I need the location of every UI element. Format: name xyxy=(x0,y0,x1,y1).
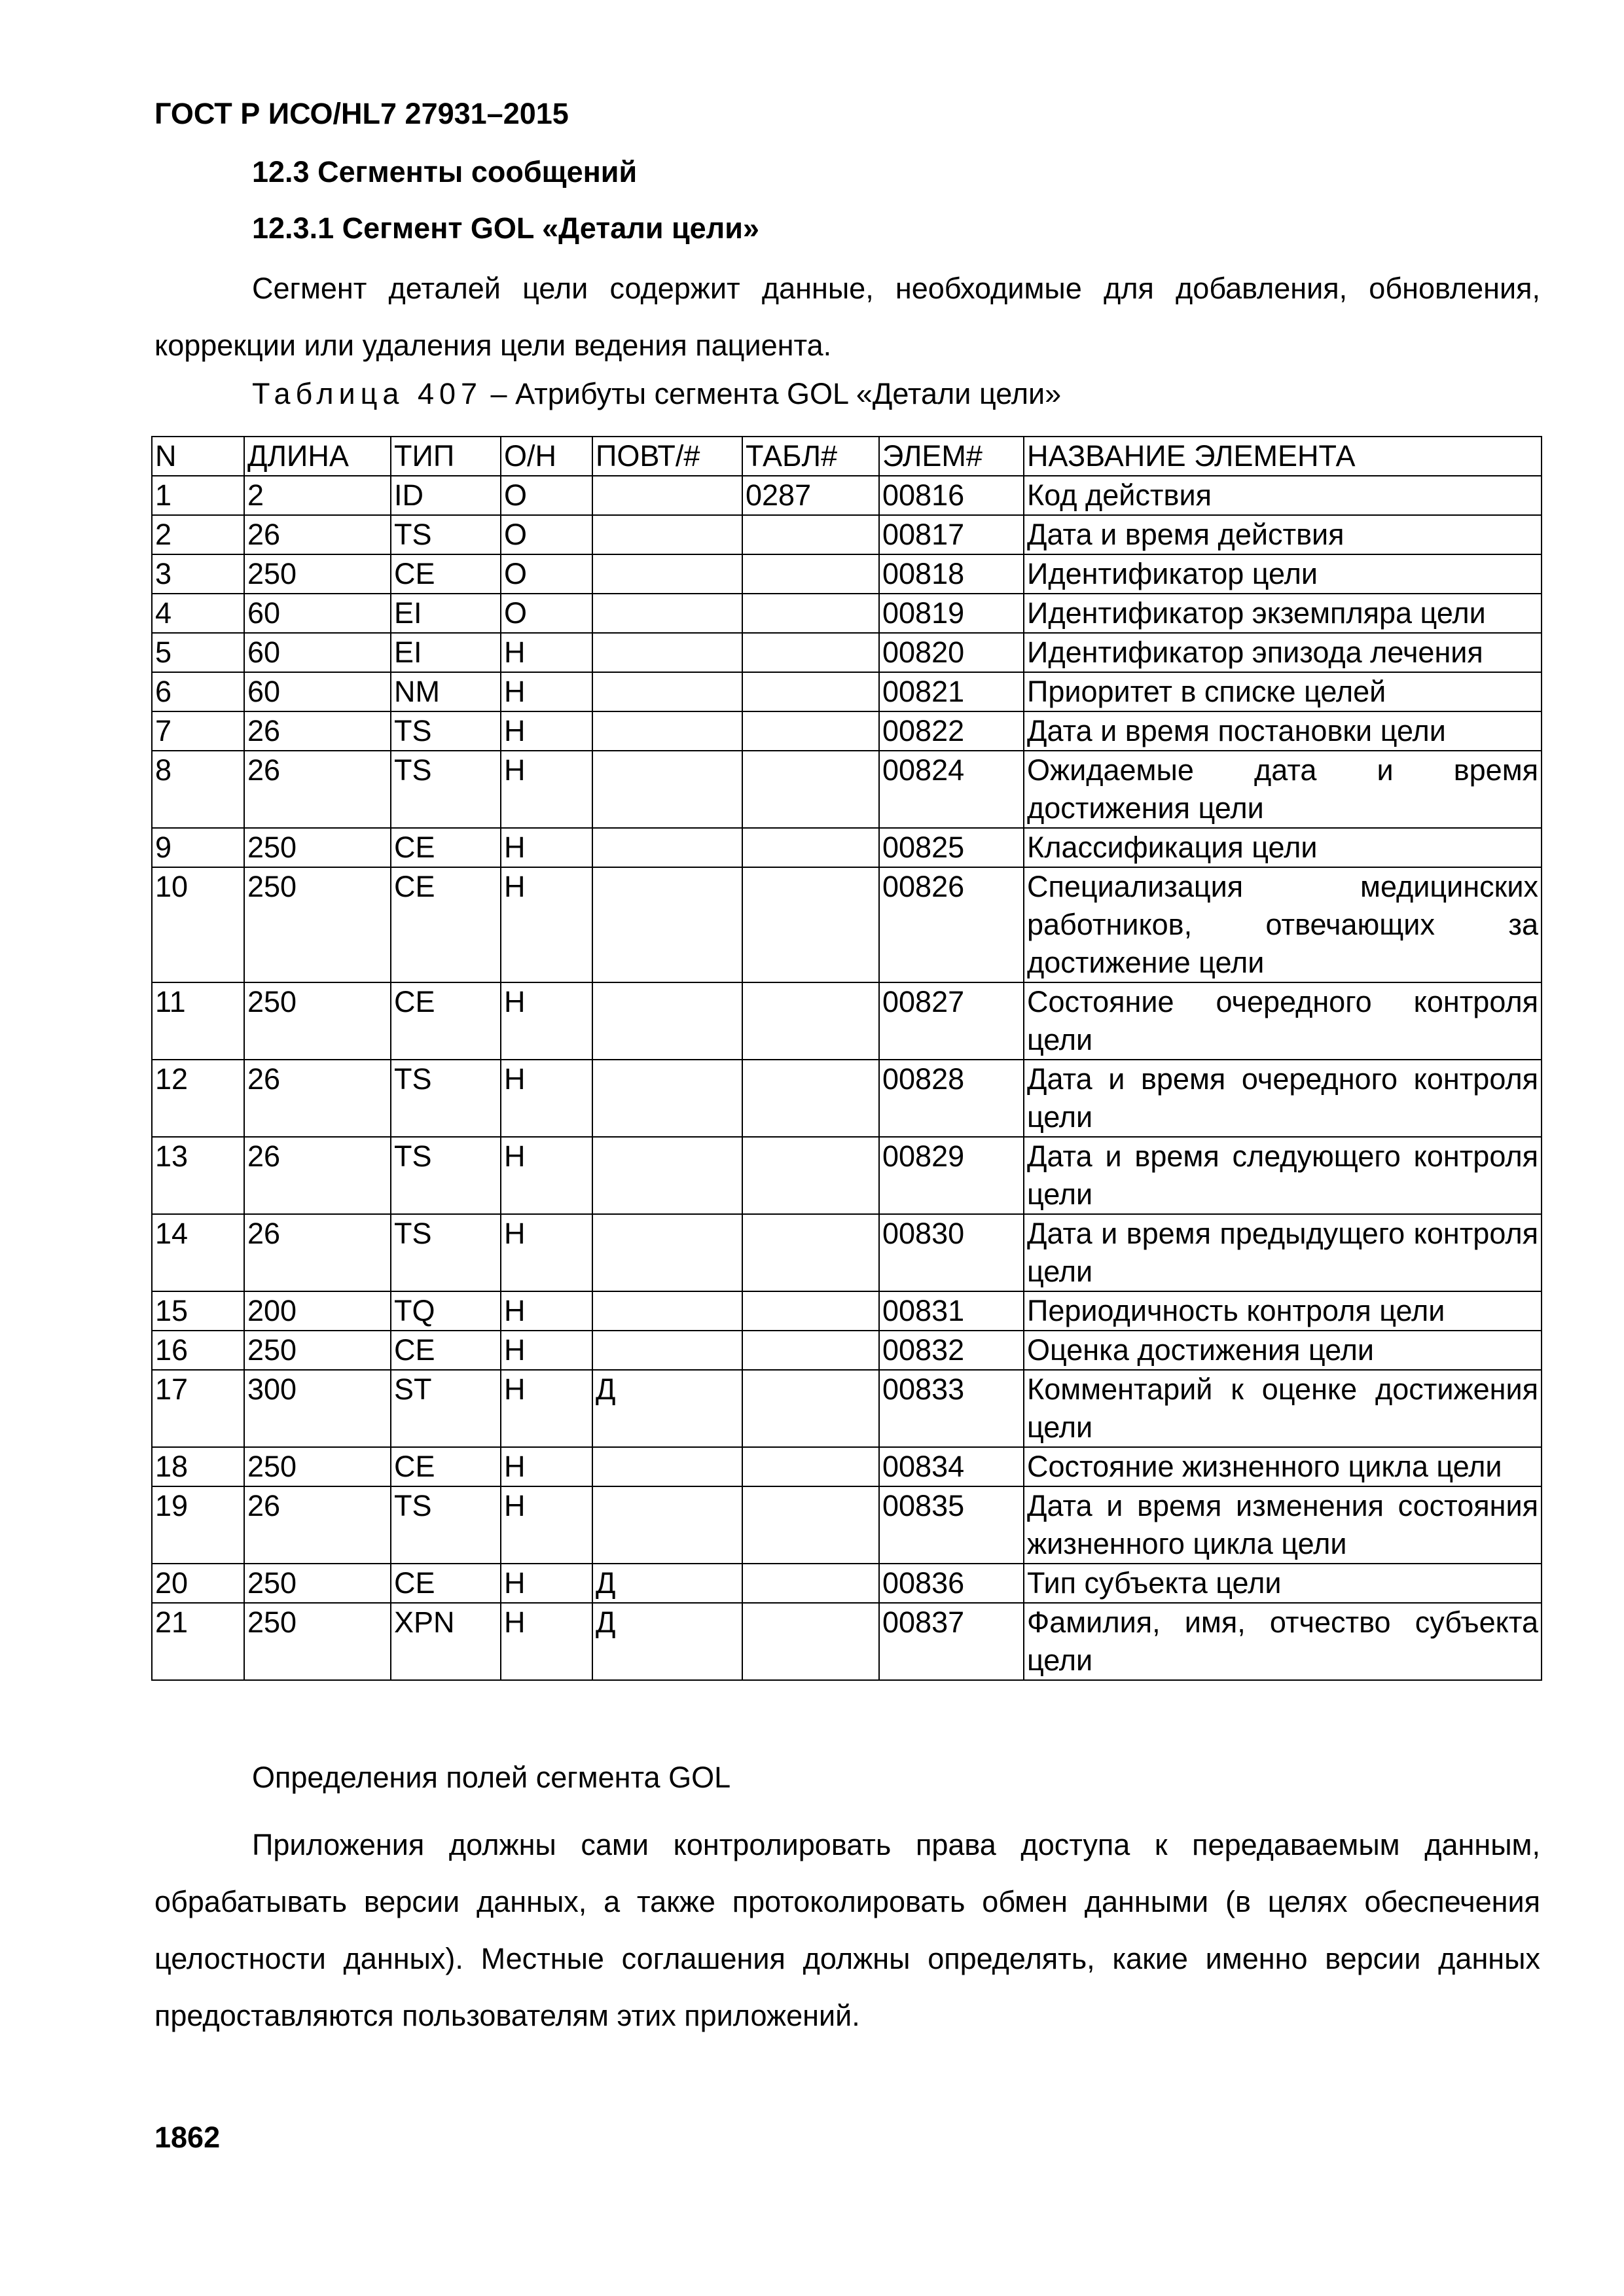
table-cell: EI xyxy=(391,633,501,672)
table-cell: 60 xyxy=(244,633,391,672)
table-cell xyxy=(742,554,879,594)
table-cell: 10 xyxy=(152,867,244,982)
table-cell: 00817 xyxy=(879,515,1024,554)
table-cell xyxy=(592,1331,742,1370)
standard-code: ГОСТ Р ИСО/HL7 27931–2015 xyxy=(154,97,569,130)
table-cell xyxy=(742,867,879,982)
table-cell: CE xyxy=(391,828,501,867)
table-cell xyxy=(742,1331,879,1370)
table-cell: Н xyxy=(501,1331,592,1370)
table-cell: Н xyxy=(501,751,592,828)
table-cell: 00819 xyxy=(879,594,1024,633)
table-cell: 15 xyxy=(152,1291,244,1331)
column-header: НАЗВАНИЕ ЭЛЕМЕНТА xyxy=(1024,437,1542,476)
table-row xyxy=(152,1137,1542,1214)
table-cell: 3 xyxy=(152,554,244,594)
table-cell: Н xyxy=(501,1060,592,1137)
element-name-cell: Специализация медицинских работников, отвечающих за достижение цели xyxy=(1024,867,1542,982)
table-cell: Н xyxy=(501,1291,592,1331)
table-row xyxy=(152,515,1542,554)
table-row xyxy=(152,1060,1542,1137)
table-header-row xyxy=(152,437,1542,476)
table-cell: Н xyxy=(501,1564,592,1603)
table-cell xyxy=(592,594,742,633)
table-cell xyxy=(742,633,879,672)
table-cell xyxy=(592,828,742,867)
table-cell: 250 xyxy=(244,1564,391,1603)
subsection-heading: 12.3.1 Сегмент GOL «Детали цели» xyxy=(252,211,759,245)
table-cell: Н xyxy=(501,828,592,867)
table-cell: 00827 xyxy=(879,982,1024,1060)
table-cell: ST xyxy=(391,1370,501,1447)
table-cell xyxy=(742,1603,879,1680)
table-cell: Н xyxy=(501,672,592,711)
table-cell: 60 xyxy=(244,672,391,711)
table-cell: Н xyxy=(501,1447,592,1486)
table-cell: 00832 xyxy=(879,1331,1024,1370)
element-name-cell: Идентификатор эпизода лечения xyxy=(1024,633,1542,672)
table-cell: 250 xyxy=(244,828,391,867)
table-cell: 00834 xyxy=(879,1447,1024,1486)
table-cell: Н xyxy=(501,982,592,1060)
table-cell xyxy=(742,1060,879,1137)
element-name-cell: Периодичность контроля цели xyxy=(1024,1291,1542,1331)
column-header: О/Н xyxy=(501,437,592,476)
table-cell: 00828 xyxy=(879,1060,1024,1137)
table-cell: CE xyxy=(391,1331,501,1370)
element-name-cell: Состояние жизненного цикла цели xyxy=(1024,1447,1542,1486)
table-cell: 26 xyxy=(244,751,391,828)
table-row xyxy=(152,476,1542,515)
table-cell: Д xyxy=(592,1564,742,1603)
table-cell: Н xyxy=(501,1214,592,1291)
table-cell xyxy=(592,982,742,1060)
table-cell: 00830 xyxy=(879,1214,1024,1291)
table-cell: 00818 xyxy=(879,554,1024,594)
table-cell: Д xyxy=(592,1370,742,1447)
table-cell: 00820 xyxy=(879,633,1024,672)
table-cell xyxy=(592,1137,742,1214)
table-cell xyxy=(742,1486,879,1564)
table-cell: 00824 xyxy=(879,751,1024,828)
table-cell xyxy=(742,515,879,554)
table-cell: 00825 xyxy=(879,828,1024,867)
table-cell xyxy=(592,867,742,982)
table-cell: 12 xyxy=(152,1060,244,1137)
table-cell: 300 xyxy=(244,1370,391,1447)
element-name-cell: Оценка достижения цели xyxy=(1024,1331,1542,1370)
table-row xyxy=(152,594,1542,633)
table-cell xyxy=(592,751,742,828)
table-cell: TS xyxy=(391,711,501,751)
table-row xyxy=(152,1486,1542,1564)
table-cell: 250 xyxy=(244,1603,391,1680)
element-name-cell: Дата и время очередного контроля цели xyxy=(1024,1060,1542,1137)
table-cell: Н xyxy=(501,1370,592,1447)
table-cell: 00829 xyxy=(879,1137,1024,1214)
table-row xyxy=(152,554,1542,594)
table-cell: CE xyxy=(391,982,501,1060)
table-cell: 2 xyxy=(244,476,391,515)
table-cell: 00816 xyxy=(879,476,1024,515)
table-cell: CE xyxy=(391,1564,501,1603)
table-cell: CE xyxy=(391,554,501,594)
table-cell: 16 xyxy=(152,1331,244,1370)
table-cell: CE xyxy=(391,867,501,982)
table-cell: 20 xyxy=(152,1564,244,1603)
element-name-cell: Комментарий к оценке достижения цели xyxy=(1024,1370,1542,1447)
table-cell: Н xyxy=(501,1137,592,1214)
table-cell: 26 xyxy=(244,711,391,751)
table-cell: NM xyxy=(391,672,501,711)
table-cell: 11 xyxy=(152,982,244,1060)
column-header: N xyxy=(152,437,244,476)
column-header: ТИП xyxy=(391,437,501,476)
table-cell: 0287 xyxy=(742,476,879,515)
table-cell: О xyxy=(501,554,592,594)
table-cell: О xyxy=(501,594,592,633)
table-cell: TS xyxy=(391,751,501,828)
table-cell: 2 xyxy=(152,515,244,554)
table-cell: 6 xyxy=(152,672,244,711)
table-cell: TS xyxy=(391,515,501,554)
table-cell: 00836 xyxy=(879,1564,1024,1603)
table-cell xyxy=(592,1486,742,1564)
element-name-cell: Дата и время действия xyxy=(1024,515,1542,554)
table-cell: 00826 xyxy=(879,867,1024,982)
table-cell: ID xyxy=(391,476,501,515)
table-cell: 00831 xyxy=(879,1291,1024,1331)
element-name-cell: Тип субъекта цели xyxy=(1024,1564,1542,1603)
column-header: ПОВТ/# xyxy=(592,437,742,476)
table-cell: 250 xyxy=(244,1331,391,1370)
table-cell: XPN xyxy=(391,1603,501,1680)
element-name-cell: Состояние очередного контроля цели xyxy=(1024,982,1542,1060)
column-header: ДЛИНА xyxy=(244,437,391,476)
page-number: 1862 xyxy=(154,2121,221,2154)
column-header: ЭЛЕМ# xyxy=(879,437,1024,476)
table-row xyxy=(152,1291,1542,1331)
column-header: ТАБЛ# xyxy=(742,437,879,476)
element-name-cell: Приоритет в списке целей xyxy=(1024,672,1542,711)
table-cell: TQ xyxy=(391,1291,501,1331)
table-cell: 21 xyxy=(152,1603,244,1680)
table-row xyxy=(152,751,1542,828)
table-cell xyxy=(742,751,879,828)
table-cell: TS xyxy=(391,1137,501,1214)
table-cell: 14 xyxy=(152,1214,244,1291)
table-row xyxy=(152,1564,1542,1603)
element-name-cell: Код действия xyxy=(1024,476,1542,515)
element-name-cell: Дата и время предыдущего контроля цели xyxy=(1024,1214,1542,1291)
table-cell: 250 xyxy=(244,554,391,594)
table-cell: 19 xyxy=(152,1486,244,1564)
table-cell: Н xyxy=(501,711,592,751)
table-cell: 5 xyxy=(152,633,244,672)
table-cell xyxy=(592,476,742,515)
element-name-cell: Идентификатор экземпляра цели xyxy=(1024,594,1542,633)
table-row xyxy=(152,982,1542,1060)
table-cell: TS xyxy=(391,1060,501,1137)
table-cell: 26 xyxy=(244,1137,391,1214)
table-cell xyxy=(742,1447,879,1486)
table-cell: 60 xyxy=(244,594,391,633)
table-cell: Д xyxy=(592,1603,742,1680)
table-cell xyxy=(592,1447,742,1486)
table-cell xyxy=(592,515,742,554)
table-cell: Н xyxy=(501,1603,592,1680)
table-cell: 00837 xyxy=(879,1603,1024,1680)
definitions-paragraph: Приложения должны сами контролировать права доступа к передаваемым данным, обрабатывать версии данных, а также протоколировать обмен данными (в целях обеспечения целостности данных). Местные соглашения должны определять, какие именно версии данных предоставляются пользователям этих приложений. xyxy=(154,1828,1540,2032)
table-cell xyxy=(592,554,742,594)
element-name-cell: Ожидаемые дата и время достижения цели xyxy=(1024,751,1542,828)
table-row xyxy=(152,828,1542,867)
table-cell xyxy=(742,594,879,633)
table-cell: 26 xyxy=(244,1486,391,1564)
table-caption xyxy=(252,377,1061,411)
table-cell xyxy=(592,711,742,751)
table-row xyxy=(152,1331,1542,1370)
table-row xyxy=(152,1603,1542,1680)
element-name-cell: Фамилия, имя, отчество субъекта цели xyxy=(1024,1603,1542,1680)
table-cell: 26 xyxy=(244,515,391,554)
intro-paragraph: Сегмент деталей цели содержит данные, необходимые для добавления, обновления, коррекции или удаления цели ведения пациента. xyxy=(154,272,1540,362)
table-row xyxy=(152,1447,1542,1486)
element-name-cell: Дата и время постановки цели xyxy=(1024,711,1542,751)
element-name-cell: Дата и время следующего контроля цели xyxy=(1024,1137,1542,1214)
table-cell: 00835 xyxy=(879,1486,1024,1564)
table-row xyxy=(152,672,1542,711)
element-name-cell: Дата и время изменения состояния жизненного цикла цели xyxy=(1024,1486,1542,1564)
table-cell xyxy=(742,1370,879,1447)
table-cell: 250 xyxy=(244,1447,391,1486)
table-cell: Н xyxy=(501,633,592,672)
table-cell: 250 xyxy=(244,867,391,982)
table-cell: 200 xyxy=(244,1291,391,1331)
table-cell: 4 xyxy=(152,594,244,633)
table-cell: 250 xyxy=(244,982,391,1060)
table-cell: TS xyxy=(391,1214,501,1291)
table-cell xyxy=(592,633,742,672)
table-cell: 26 xyxy=(244,1060,391,1137)
table-cell: 00822 xyxy=(879,711,1024,751)
section-heading: 12.3 Сегменты сообщений xyxy=(252,155,638,188)
definitions-heading: Определения полей сегмента GOL xyxy=(252,1761,731,1794)
table-cell: О xyxy=(501,476,592,515)
table-cell xyxy=(592,1291,742,1331)
table-cell xyxy=(592,672,742,711)
table-cell: EI xyxy=(391,594,501,633)
table-cell xyxy=(742,711,879,751)
table-cell xyxy=(742,1214,879,1291)
table-cell: Н xyxy=(501,1486,592,1564)
table-cell: 26 xyxy=(244,1214,391,1291)
table-cell: 17 xyxy=(152,1370,244,1447)
element-name-cell: Идентификатор цели xyxy=(1024,554,1542,594)
table-cell: 9 xyxy=(152,828,244,867)
table-cell: О xyxy=(501,515,592,554)
table-row xyxy=(152,633,1542,672)
table-row xyxy=(152,867,1542,982)
table-row xyxy=(152,711,1542,751)
table-cell xyxy=(742,982,879,1060)
table-cell xyxy=(742,672,879,711)
table-cell: 00821 xyxy=(879,672,1024,711)
table-cell xyxy=(742,1291,879,1331)
table-row xyxy=(152,1214,1542,1291)
table-cell xyxy=(742,1564,879,1603)
table-cell: 00833 xyxy=(879,1370,1024,1447)
table-cell xyxy=(742,828,879,867)
table-cell: 1 xyxy=(152,476,244,515)
table-cell: 18 xyxy=(152,1447,244,1486)
table-caption-label: Таблица 407 xyxy=(252,377,483,410)
gol-attributes-table xyxy=(151,436,1542,1681)
table-caption-title: Атрибуты сегмента GOL «Детали цели» xyxy=(515,377,1062,410)
table-cell: 7 xyxy=(152,711,244,751)
table-cell: 13 xyxy=(152,1137,244,1214)
table-row xyxy=(152,1370,1542,1447)
table-cell: Н xyxy=(501,867,592,982)
table-cell: CE xyxy=(391,1447,501,1486)
element-name-cell: Классификация цели xyxy=(1024,828,1542,867)
table-caption-dash: – xyxy=(482,377,516,410)
table-cell: 8 xyxy=(152,751,244,828)
table-cell xyxy=(592,1060,742,1137)
table-cell: TS xyxy=(391,1486,501,1564)
table-cell xyxy=(592,1214,742,1291)
table-cell xyxy=(742,1137,879,1214)
